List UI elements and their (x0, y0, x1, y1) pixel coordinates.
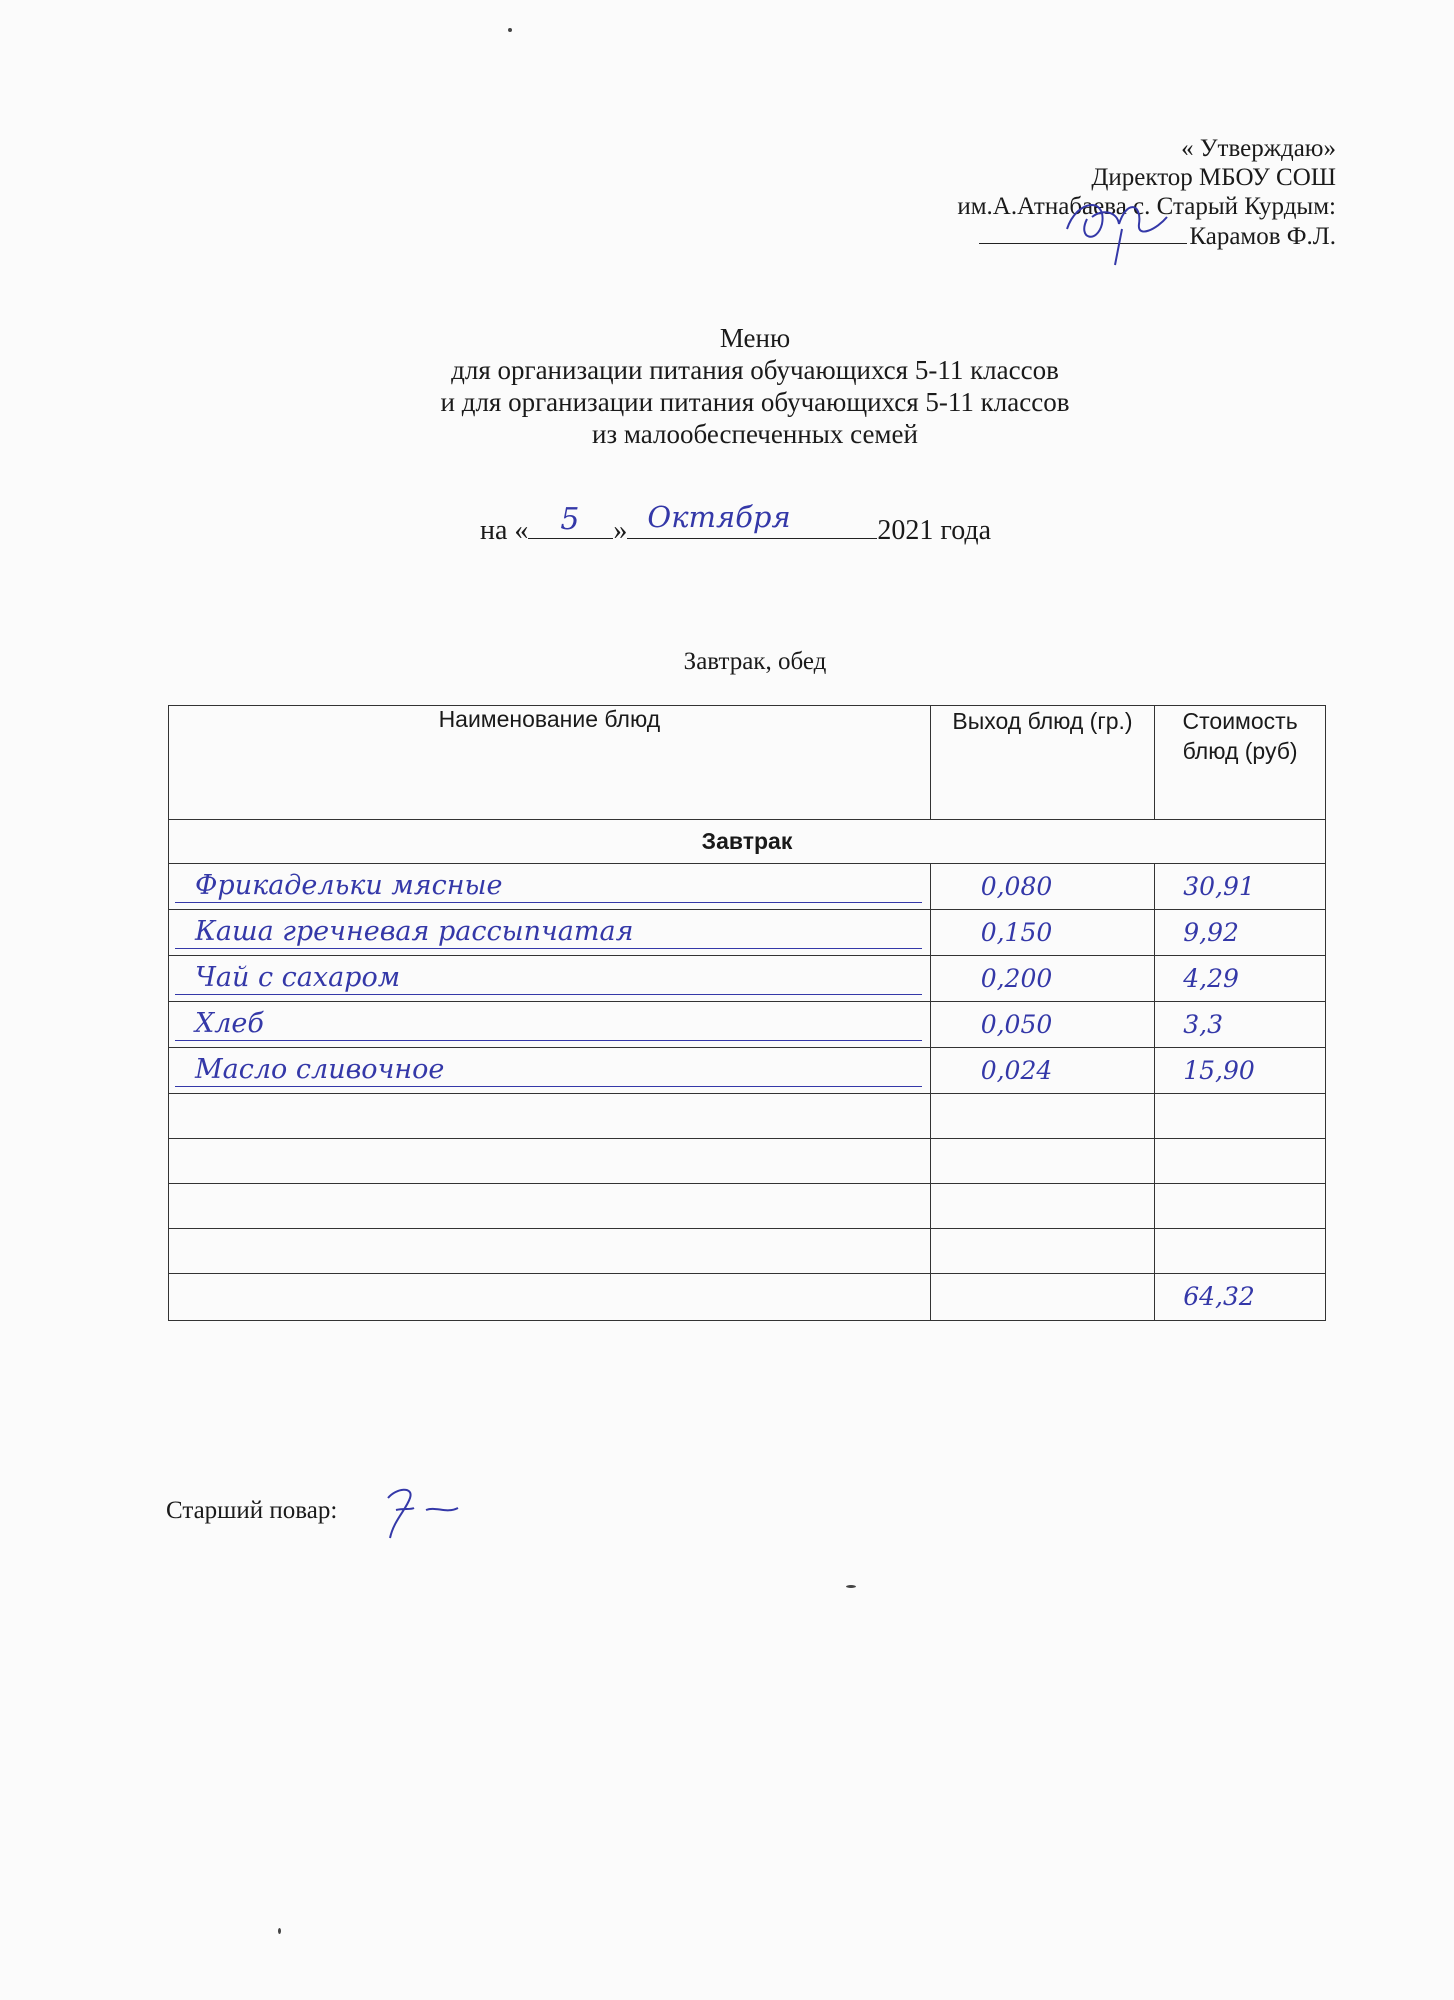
dish-yield: 0,024 (980, 1056, 1053, 1085)
dish-cost: 9,92 (1183, 918, 1239, 947)
date-prefix: на « (480, 515, 529, 546)
table-row (169, 864, 1326, 910)
dish-yield: 0,080 (980, 872, 1053, 901)
date-mid: » (613, 515, 628, 546)
table-row-total (169, 1274, 1326, 1321)
dish-cost: 4,29 (1183, 964, 1239, 993)
dish-yield: 0,200 (980, 964, 1053, 993)
table-row (169, 956, 1326, 1002)
scan-speck (508, 28, 512, 32)
table-row-empty (169, 1139, 1326, 1184)
dish-name: Каша гречневая рассыпчатая (175, 910, 922, 949)
dish-cost: 15,90 (1183, 1056, 1255, 1085)
menu-date (480, 500, 992, 547)
dish-cost: 30,91 (1183, 872, 1255, 901)
menu-table (168, 705, 1326, 1321)
date-year: 2021 года (877, 515, 992, 546)
meal-caption: Завтрак, обед (683, 648, 827, 675)
approval-director-name: Карамов Ф.Л. (1189, 223, 1336, 250)
scan-speck (846, 1585, 856, 1588)
title-line-1: Меню (719, 323, 791, 353)
dish-cost: 3,3 (1183, 1010, 1223, 1039)
director-signature (1047, 189, 1177, 269)
title-line-4: из малообеспеченных семей (592, 419, 918, 449)
approval-block (957, 134, 1336, 251)
title-line-2: для организации питания обучающихся 5-11 классов (451, 355, 1059, 385)
table-row-empty (169, 1184, 1326, 1229)
dish-name: Фрикадельки мясные (175, 864, 922, 903)
dish-name: Масло сливочное (175, 1048, 922, 1087)
header-dish-name: Наименование блюд (169, 706, 931, 820)
table-row-empty (169, 1229, 1326, 1274)
approval-signature-line (957, 221, 1336, 251)
table-header-row (169, 706, 1326, 820)
dish-yield: 0,050 (980, 1010, 1053, 1039)
date-month-blank (627, 500, 877, 539)
table-row (169, 910, 1326, 956)
date-day-blank (528, 502, 613, 539)
table-row (169, 1002, 1326, 1048)
approval-position: Директор МБОУ СОШ (1091, 164, 1336, 191)
table-row (169, 1048, 1326, 1094)
section-breakfast: Завтрак (169, 820, 1326, 864)
date-month: Октября (647, 500, 791, 534)
cook-label: Старший повар: (166, 1497, 338, 1524)
scan-speck (278, 1928, 281, 1934)
header-cost: Стоимость блюд (руб) (1155, 706, 1326, 820)
date-day: 5 (560, 502, 580, 537)
total-cost: 64,32 (1183, 1282, 1255, 1311)
header-yield: Выход блюд (гр.) (930, 706, 1155, 820)
title-line-3: и для организации питания обучающихся 5-11 классов (440, 387, 1070, 417)
approval-school: им.А.Атнабаева с. Старый Курдым: (957, 193, 1336, 220)
section-row (169, 820, 1326, 864)
cook-signature (376, 1480, 466, 1550)
approval-heading: « Утверждаю» (1181, 135, 1336, 162)
dish-name: Чай с сахаром (175, 956, 922, 995)
dish-yield: 0,150 (980, 918, 1053, 947)
table-row-empty (169, 1094, 1326, 1139)
document-title (0, 322, 1454, 450)
dish-name: Хлеб (175, 1002, 922, 1041)
